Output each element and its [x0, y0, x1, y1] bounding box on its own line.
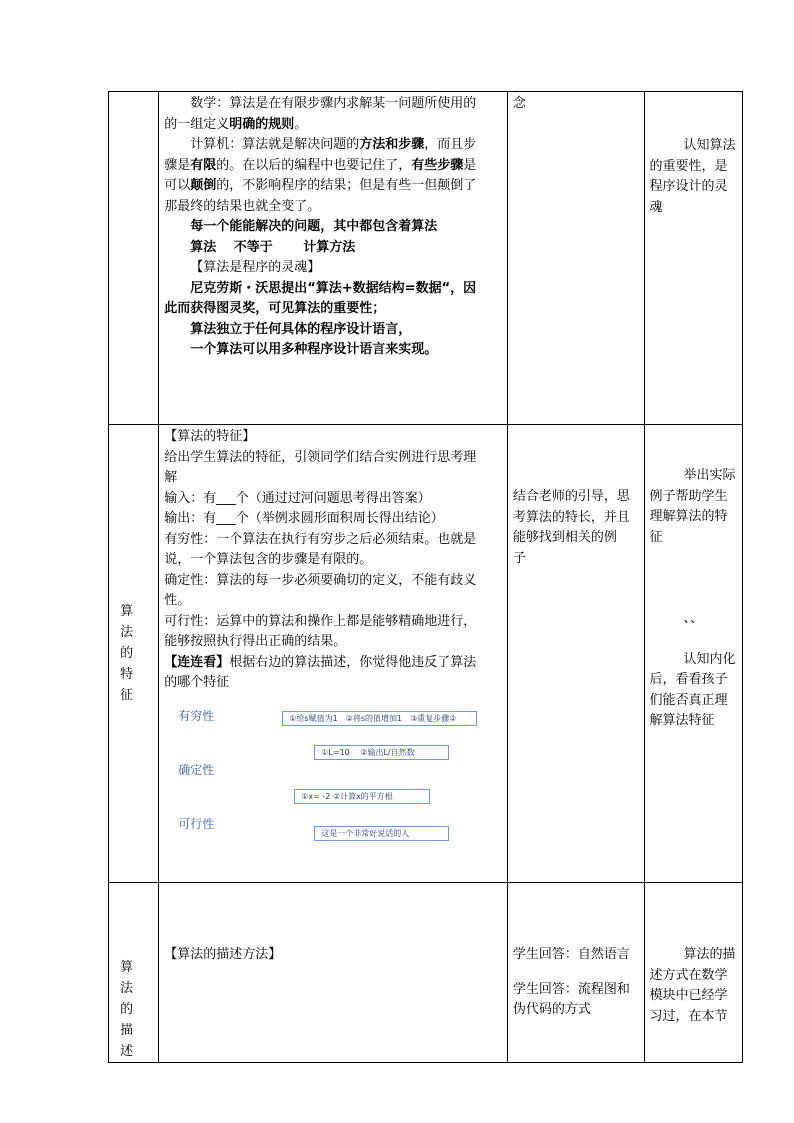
features-heading: 【算法的特征】 — [164, 429, 256, 444]
row2-purpose-marks: 、、 — [683, 611, 704, 626]
features-line: 解 — [164, 470, 178, 485]
definition-text-run: 算法 不等于 计算方法 — [190, 239, 356, 255]
row2-purpose-line: 解算法特征 — [649, 713, 715, 728]
definition-text-run: 每一个能能解决的问题，其中都包含着算法 — [190, 219, 438, 234]
row2-student-line: 子 — [512, 550, 526, 566]
definition-line — [164, 258, 502, 279]
matching-diagram — [164, 706, 502, 856]
row1-purpose-line: 魂 — [649, 199, 663, 215]
row1-purpose-line: 的重要性，是 — [649, 158, 728, 174]
row3-student-cell — [507, 883, 644, 1063]
definition-line — [164, 94, 502, 115]
definition-text-run: 骤是 — [164, 157, 191, 173]
diagram-label: 可行性 — [178, 816, 215, 831]
row1-content-cell — [159, 92, 508, 425]
row1-purpose-line: 程序设计的灵 — [649, 179, 728, 194]
definition-line — [164, 320, 502, 341]
diagram-label: 确定性 — [178, 762, 215, 777]
diagram-label: 有穷性 — [178, 708, 215, 723]
diagram-box: ①给s赋值为1 ②将s的值增加1 ③重复步骤② — [282, 711, 477, 726]
definition-text-run: 有些步骤 — [411, 157, 464, 173]
row3-student-line: 学生回答：自然语言 — [512, 947, 630, 962]
row1-label-cell — [109, 92, 159, 425]
row3-student-line: 伪代码的方式 — [512, 1002, 591, 1017]
definition-text-run: 计算机：算法就是解决问题的 — [190, 137, 360, 152]
table-row-definition — [109, 92, 743, 425]
row1-purpose-cell — [644, 92, 742, 425]
table-row-features — [109, 425, 743, 883]
definition-text-run: 颠倒 — [190, 178, 217, 193]
definition-text-run: 数学：算法是在有限步骤内求解某一问题所使用的 — [190, 96, 477, 111]
definition-text-run: 的，不影响程序的结果；但是有些一但颠倒了 — [216, 178, 477, 193]
features-line: 说，一个算法包含的步骤是有限的。 — [164, 552, 373, 567]
definition-text-run: 可以 — [164, 178, 191, 193]
diagram-box: 这是一个非常好说话的人 — [314, 826, 449, 841]
row1-purpose-line: 认知算法 — [683, 138, 736, 153]
definition-text-run: 算法独立于任何具体的程序设计语言， — [190, 321, 412, 337]
definition-line — [164, 115, 502, 136]
definition-text-run: ，而且步 — [424, 137, 477, 152]
row3-student-line: 学生回答：流程图和 — [512, 981, 630, 997]
row3-label-line: 算 法 — [120, 960, 148, 996]
row2-purpose-cell — [644, 425, 742, 883]
diagram-box: ①L=10 ②输出L/自然数 — [314, 745, 449, 760]
definition-line — [164, 340, 502, 361]
row3-content-cell — [159, 883, 508, 1063]
row2-purpose-line: 认知内化 — [683, 651, 736, 667]
features-line: 有穷性：一个算法在执行有穷步之后必须结束。也就是 — [164, 531, 477, 547]
row2-label-cell — [109, 425, 159, 883]
row2-label-line: 征 — [120, 688, 148, 703]
diagram-box: ①x= -2 ②计算x的平方根 — [294, 789, 430, 804]
features-line: 能够按照执行得出正确的结果。 — [164, 634, 347, 649]
row3-purpose-line: 习过，在本节 — [649, 1008, 728, 1024]
definition-line — [164, 217, 502, 238]
definition-text-run: 【算法是程序的灵魂】 — [190, 260, 321, 275]
row3-purpose-line: 算法的描 — [683, 947, 736, 962]
features-line: 可行性：运算中的算法和操作上都是能够精确地进行， — [164, 613, 477, 629]
row2-purpose-line: 例子帮助学生 — [649, 488, 728, 504]
link-text: 根据右边的算法描述，你觉得他违反了算法 — [229, 654, 477, 670]
table-row-description — [109, 883, 743, 1063]
definition-text-run: 明确的规则 — [229, 116, 295, 132]
definition-text-run: 方法和步骤 — [359, 137, 425, 152]
definition-text-run: 是 — [463, 157, 477, 173]
definition-line — [164, 156, 502, 177]
row2-student-cell — [507, 425, 644, 883]
link-text-2: 的哪个特征 — [164, 675, 230, 690]
row2-student-line: 考算法的特长，并且 — [512, 509, 630, 525]
row3-label-cell — [109, 883, 159, 1063]
features-line: 确定性：算法的每一步必须要确切的定义，不能有歧义 — [164, 572, 477, 588]
row2-student-line: 能够找到相关的例 — [512, 530, 617, 545]
row2-purpose-line: 们能否真正理 — [649, 692, 728, 708]
row2-purpose-line: 举出实际 — [683, 468, 736, 483]
definition-line — [164, 197, 502, 218]
features-line: 性。 — [164, 593, 191, 608]
link-prompt — [164, 653, 502, 674]
algorithm-definition-text — [159, 92, 507, 363]
row1-student-text: 念 — [512, 96, 526, 111]
definition-line — [164, 238, 502, 259]
row2-purpose-line: 后，看看孩子 — [649, 672, 728, 687]
definition-line — [164, 279, 502, 300]
definition-line — [164, 299, 502, 320]
row2-content-cell — [159, 425, 508, 883]
row3-purpose-line: 述方式在数学 — [649, 967, 728, 983]
features-line: 输入：有___个（通过过河问题思考得出答案） — [164, 490, 431, 506]
definition-text-run: 此而获得图灵奖，可见算法的重要性； — [164, 301, 386, 316]
link-title: 【连连看】 — [164, 654, 230, 670]
row3-label-line: 述 — [120, 1044, 148, 1059]
row2-purpose-line: 理解算法的特 — [649, 509, 728, 524]
lesson-plan-table — [108, 91, 743, 1063]
row3-purpose-line: 模块中已经学 — [649, 988, 728, 1003]
definition-line — [164, 176, 502, 197]
definition-line — [164, 135, 502, 156]
row3-purpose-cell — [644, 883, 742, 1063]
row2-label-line: 的 特 — [120, 646, 148, 682]
row2-label-line: 算 法 — [120, 604, 148, 640]
row2-student-line: 结合老师的引导，思 — [512, 489, 630, 504]
definition-text-run: 的一组定义 — [164, 116, 230, 132]
definition-text-run: 。 — [294, 116, 308, 132]
features-line: 输出：有___个（举例求圆形面积周长得出结论） — [164, 511, 444, 526]
description-heading: 【算法的描述方法】 — [164, 947, 282, 962]
definition-text-run: 尼克劳斯・沃思提出“算法+数据结构=数据“，因 — [190, 280, 477, 296]
definition-text-run: 的。在以后的编程中也要记住了， — [216, 157, 412, 173]
row1-student-cell — [507, 92, 644, 425]
definition-text-run: 一个算法可以用多种程序设计语言来实现。 — [190, 342, 438, 357]
row3-label-line: 的 描 — [120, 1002, 148, 1038]
definition-text-run: 那最终的结果也就全变了。 — [164, 198, 321, 214]
features-line: 给出学生算法的特征，引领同学们结合实例进行思考理 — [164, 449, 477, 465]
row2-purpose-line: 征 — [649, 529, 663, 545]
definition-text-run: 有限 — [190, 157, 217, 173]
